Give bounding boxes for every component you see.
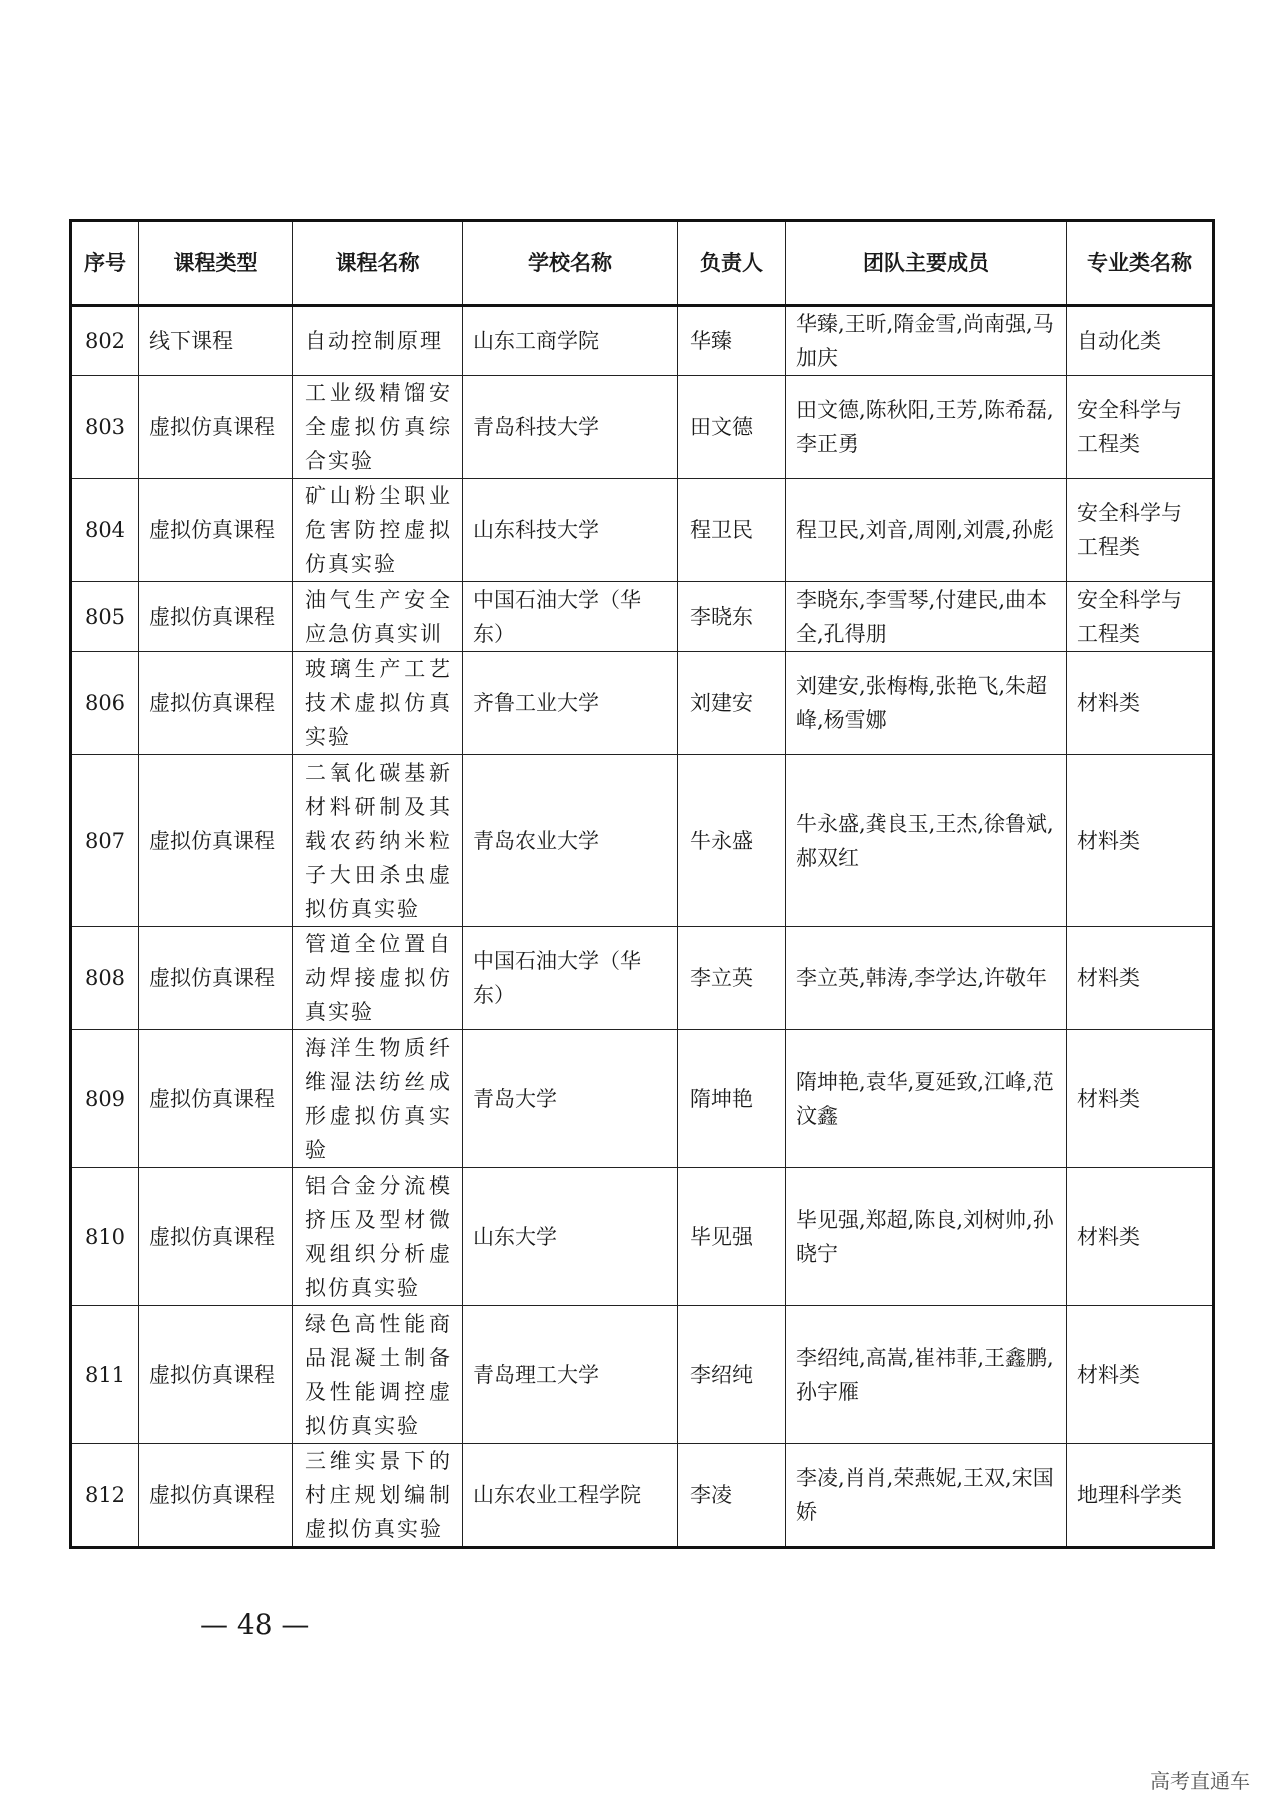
cell-course-type: 线下课程 [139,306,293,376]
cell-sequence: 807 [71,755,139,927]
watermark: 高考直通车 [1150,1769,1250,1793]
cell-course-type: 虚拟仿真课程 [139,582,293,652]
cell-school: 青岛农业大学 [463,755,678,927]
cell-course-name: 油气生产安全应急仿真实训 [293,582,463,652]
table-row [71,652,1214,755]
cell-course-name: 管道全位置自动焊接虚拟仿真实验 [293,927,463,1030]
table-row [71,927,1214,1030]
cell-course-name: 玻璃生产工艺技术虚拟仿真实验 [293,652,463,755]
cell-course-type: 虚拟仿真课程 [139,1168,293,1306]
header-cell: 专业类名称 [1067,221,1214,306]
cell-sequence: 802 [71,306,139,376]
cell-course-name: 矿山粉尘职业危害防控虚拟仿真实验 [293,479,463,582]
cell-sequence: 803 [71,376,139,479]
cell-course-type: 虚拟仿真课程 [139,479,293,582]
cell-lead: 隋坤艳 [678,1030,786,1168]
cell-sequence: 808 [71,927,139,1030]
cell-course-type: 虚拟仿真课程 [139,376,293,479]
cell-course-name: 二氧化碳基新材料研制及其载农药纳米粒子大田杀虫虚拟仿真实验 [293,755,463,927]
cell-course-name: 海洋生物质纤维湿法纺丝成形虚拟仿真实验 [293,1030,463,1168]
cell-team-members: 李立英,韩涛,李学达,许敬年 [786,927,1067,1030]
cell-category: 安全科学与工程类 [1067,479,1214,582]
cell-lead: 牛永盛 [678,755,786,927]
cell-course-name: 自动控制原理 [293,306,463,376]
cell-school: 山东大学 [463,1168,678,1306]
header-cell: 负责人 [678,221,786,306]
cell-lead: 田文德 [678,376,786,479]
table-header-row [71,221,1214,306]
table-row [71,376,1214,479]
cell-sequence: 805 [71,582,139,652]
cell-school: 青岛科技大学 [463,376,678,479]
cell-team-members: 毕见强,郑超,陈良,刘树帅,孙晓宁 [786,1168,1067,1306]
cell-category: 地理科学类 [1067,1444,1214,1548]
header-cell: 序号 [71,221,139,306]
cell-category: 材料类 [1067,1306,1214,1444]
cell-course-type: 虚拟仿真课程 [139,755,293,927]
cell-team-members: 华臻,王昕,隋金雪,尚南强,马加庆 [786,306,1067,376]
cell-category: 材料类 [1067,755,1214,927]
cell-lead: 刘建安 [678,652,786,755]
cell-sequence: 809 [71,1030,139,1168]
cell-team-members: 李晓东,李雪琴,付建民,曲本全,孔得朋 [786,582,1067,652]
cell-course-name: 铝合金分流模挤压及型材微观组织分析虚拟仿真实验 [293,1168,463,1306]
cell-lead: 毕见强 [678,1168,786,1306]
header-cell: 课程类型 [139,221,293,306]
cell-category: 材料类 [1067,1030,1214,1168]
cell-sequence: 806 [71,652,139,755]
cell-team-members: 李凌,肖肖,荣燕妮,王双,宋国娇 [786,1444,1067,1548]
cell-school: 山东工商学院 [463,306,678,376]
cell-school: 中国石油大学（华东） [463,582,678,652]
table-body [71,306,1214,1548]
cell-course-type: 虚拟仿真课程 [139,1444,293,1548]
page-number: — 48 — [200,1608,310,1641]
cell-category: 材料类 [1067,652,1214,755]
cell-lead: 李晓东 [678,582,786,652]
cell-category: 安全科学与工程类 [1067,582,1214,652]
cell-course-name: 工业级精馏安全虚拟仿真综合实验 [293,376,463,479]
cell-course-type: 虚拟仿真课程 [139,927,293,1030]
cell-team-members: 程卫民,刘音,周刚,刘震,孙彪 [786,479,1067,582]
cell-lead: 李立英 [678,927,786,1030]
cell-school: 中国石油大学（华东） [463,927,678,1030]
cell-school: 山东农业工程学院 [463,1444,678,1548]
cell-team-members: 刘建安,张梅梅,张艳飞,朱超峰,杨雪娜 [786,652,1067,755]
table-row [71,1306,1214,1444]
cell-lead: 李绍纯 [678,1306,786,1444]
table-row [71,755,1214,927]
course-table [69,219,1215,1549]
cell-category: 材料类 [1067,927,1214,1030]
cell-lead: 华臻 [678,306,786,376]
cell-category: 安全科学与工程类 [1067,376,1214,479]
cell-team-members: 牛永盛,龚良玉,王杰,徐鲁斌,郝双红 [786,755,1067,927]
cell-course-type: 虚拟仿真课程 [139,1030,293,1168]
cell-lead: 李凌 [678,1444,786,1548]
cell-school: 青岛大学 [463,1030,678,1168]
cell-team-members: 田文德,陈秋阳,王芳,陈希磊,李正勇 [786,376,1067,479]
cell-school: 青岛理工大学 [463,1306,678,1444]
cell-course-type: 虚拟仿真课程 [139,652,293,755]
cell-sequence: 810 [71,1168,139,1306]
cell-course-name: 绿色高性能商品混凝土制备及性能调控虚拟仿真实验 [293,1306,463,1444]
cell-course-type: 虚拟仿真课程 [139,1306,293,1444]
cell-school: 齐鲁工业大学 [463,652,678,755]
table-row [71,582,1214,652]
cell-sequence: 812 [71,1444,139,1548]
cell-category: 材料类 [1067,1168,1214,1306]
cell-sequence: 811 [71,1306,139,1444]
header-cell: 学校名称 [463,221,678,306]
header-cell: 团队主要成员 [786,221,1067,306]
cell-lead: 程卫民 [678,479,786,582]
table-row [71,1444,1214,1548]
table-row [71,306,1214,376]
cell-school: 山东科技大学 [463,479,678,582]
cell-sequence: 804 [71,479,139,582]
table-row [71,1030,1214,1168]
cell-course-name: 三维实景下的村庄规划编制虚拟仿真实验 [293,1444,463,1548]
table-row [71,479,1214,582]
cell-team-members: 隋坤艳,袁华,夏延致,江峰,范汶鑫 [786,1030,1067,1168]
header-cell: 课程名称 [293,221,463,306]
cell-category: 自动化类 [1067,306,1214,376]
table-row [71,1168,1214,1306]
cell-team-members: 李绍纯,高嵩,崔祎菲,王鑫鹏,孙宇雁 [786,1306,1067,1444]
